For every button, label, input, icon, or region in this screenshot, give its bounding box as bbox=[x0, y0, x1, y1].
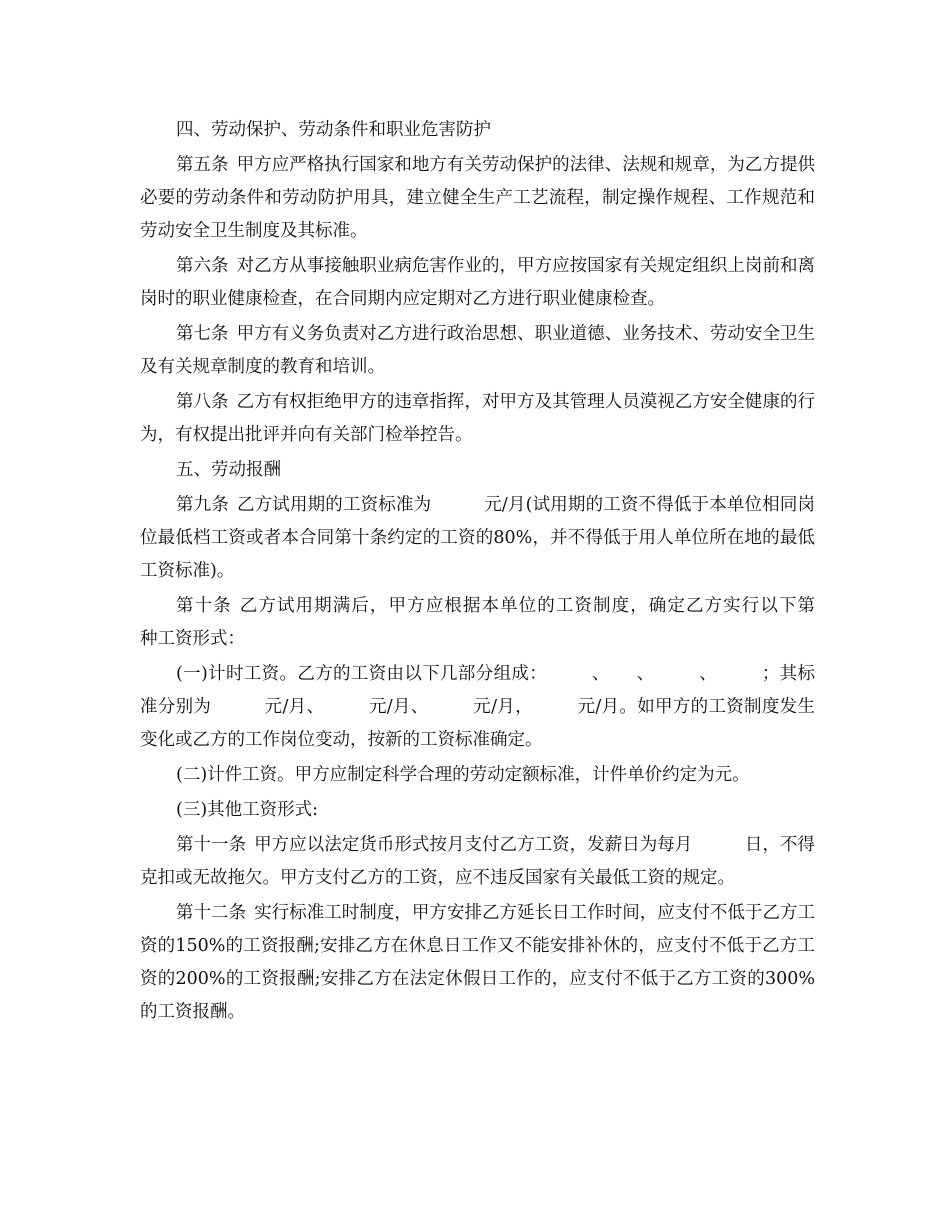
article-9-text: 乙方试用期的工资标准为 元/月(试用期的工资不得低于本单位相同岗位最低档工资或者本合同第十条约定的工资的80%，并不得低于用人单位所在地的最低工资标准)。 bbox=[140, 495, 815, 581]
article-11 bbox=[140, 827, 815, 895]
wage-form-item-3 bbox=[140, 792, 815, 827]
document-body bbox=[140, 112, 868, 1029]
article-8-text: 乙方有权拒绝甲方的违章指挥，对甲方及其管理人员漠视乙方安全健康的行为，有权提出批评并向有关部门检举控告。 bbox=[140, 392, 816, 445]
section-heading-5 bbox=[140, 452, 815, 487]
article-5-number: 第五条 bbox=[176, 155, 229, 175]
article-6-text: 对乙方从事接触职业病危害作业的，甲方应按国家有关规定组织上岗前和离岗时的职业健康检查，在合同期内应定期对乙方进行职业健康检查。 bbox=[140, 256, 816, 309]
wage-form-item-1 bbox=[140, 656, 815, 757]
article-6 bbox=[140, 248, 815, 316]
article-8-number: 第八条 bbox=[176, 392, 229, 412]
wage-form-item-2 bbox=[140, 757, 815, 792]
article-10-number: 第十条 bbox=[176, 596, 232, 616]
article-11-text: 甲方应以法定货币形式按月支付乙方工资，发薪日为每月 日，不得克扣或无故拖欠。甲方支付乙方的工资，应不违反国家有关最低工资的规定。 bbox=[140, 835, 816, 888]
article-7-text: 甲方有义务负责对乙方进行政治思想、职业道德、业务技术、劳动安全卫生及有关规章制度的教育和培训。 bbox=[140, 324, 816, 377]
article-9 bbox=[140, 487, 815, 588]
article-7-number: 第七条 bbox=[176, 324, 229, 344]
article-10-text: 乙方试用期满后，甲方应根据本单位的工资制度，确定乙方实行以下第 种工资形式： bbox=[140, 596, 868, 649]
article-7 bbox=[140, 316, 815, 384]
article-6-number: 第六条 bbox=[176, 256, 229, 276]
wage-form-item-3-text: (三)其他工资形式: bbox=[176, 800, 319, 820]
article-10 bbox=[140, 588, 868, 656]
section-heading-4-text: 四、劳动保护、劳动条件和职业危害防护 bbox=[176, 120, 491, 140]
article-12-text: 实行标准工时制度，甲方安排乙方延长日工作时间，应支付不低于乙方工资的150%的工资报酬;安排乙方在休息日工作又不能安排补休的，应支付不低于乙方工资的200%的工资报酬;安排乙方在法定休假日工作的，应支付不低于乙方工资的300%的工资报酬。 bbox=[140, 903, 816, 1022]
article-5-text: 甲方应严格执行国家和地方有关劳动保护的法律、法规和规章，为乙方提供必要的劳动条件和劳动防护用具，建立健全生产工艺流程，制定操作规程、工作规范和劳动安全卫生制度及其标准。 bbox=[140, 155, 816, 241]
article-5 bbox=[140, 147, 815, 248]
article-12-number: 第十二条 bbox=[176, 903, 247, 923]
article-8 bbox=[140, 384, 815, 452]
section-heading-4 bbox=[140, 112, 815, 147]
wage-form-item-1-text: (一)计时工资。乙方的工资由以下几部分组成： 、 、 、 ；其标准分别为 元/月、 元/月、 元/月， 元/月。如甲方的工资制度发生变化或乙方的工作岗位变动，按新的工资标准确定。 bbox=[140, 664, 815, 750]
article-12 bbox=[140, 895, 815, 1029]
article-9-number: 第九条 bbox=[176, 495, 229, 515]
wage-form-item-2-text: (二)计件工资。甲方应制定科学合理的劳动定额标准，计件单价约定为元。 bbox=[176, 765, 750, 785]
article-11-number: 第十一条 bbox=[176, 835, 247, 855]
section-heading-5-text: 五、劳动报酬 bbox=[176, 460, 281, 480]
